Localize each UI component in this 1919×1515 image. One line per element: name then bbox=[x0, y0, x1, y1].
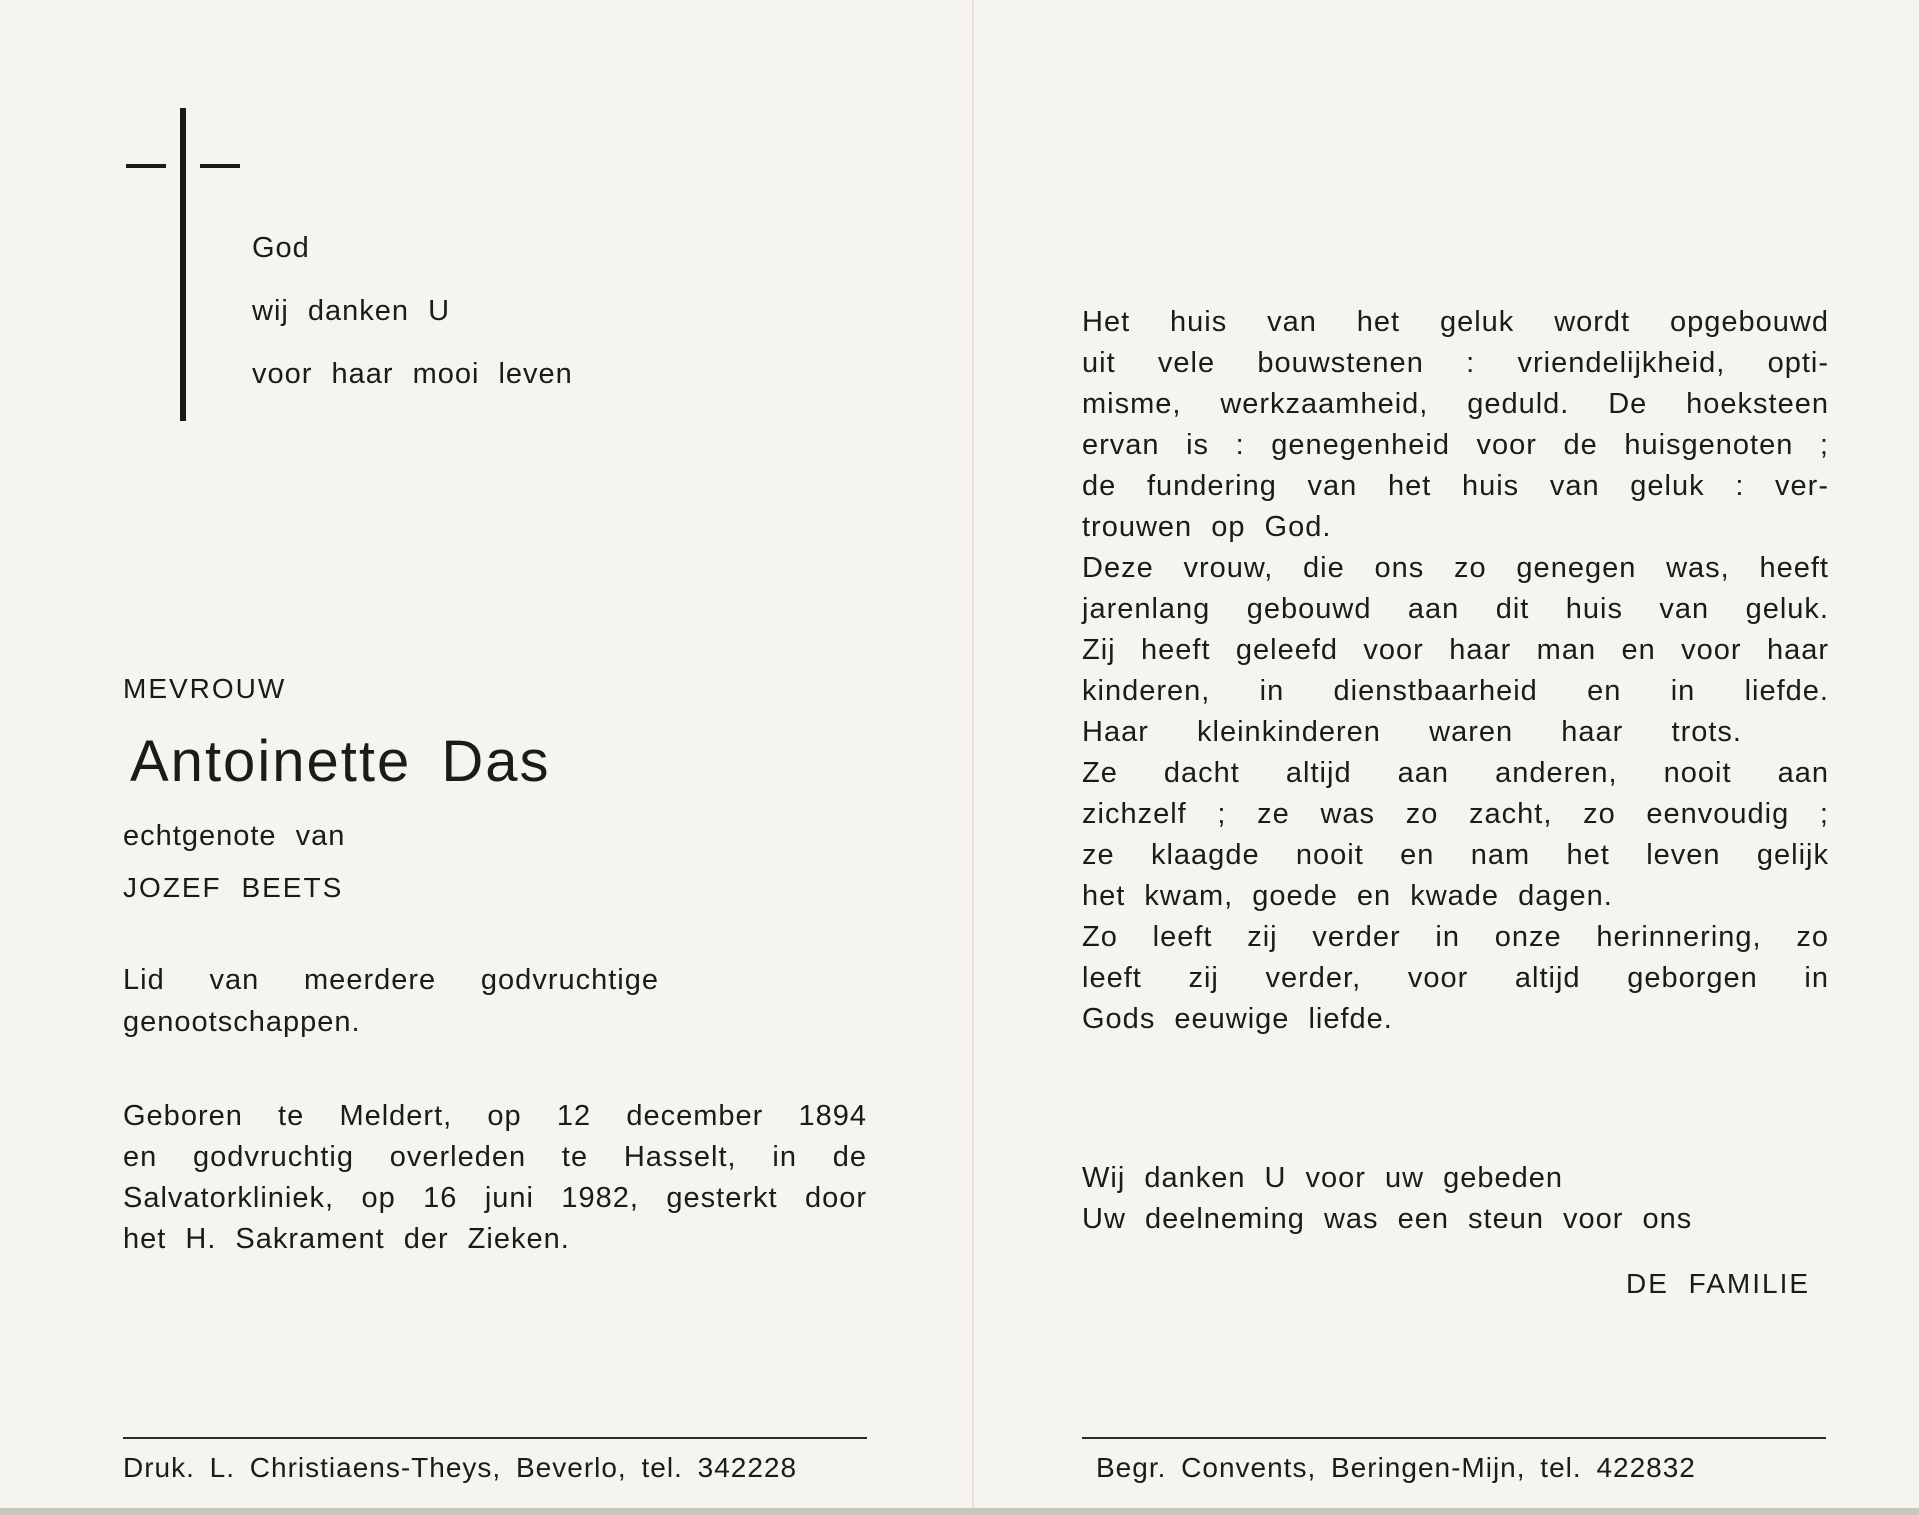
honorific: MEVROUW bbox=[123, 673, 287, 704]
undertaker-credit: Begr. Convents, Beringen-Mijn, tel. 422832 bbox=[1096, 1452, 1696, 1483]
deceased-name: Antoinette Das bbox=[130, 729, 551, 794]
prayer-line: voor haar mooi leven bbox=[252, 358, 573, 390]
text-line: Het huis van het geluk wordt opgebouwd bbox=[1082, 306, 1829, 338]
membership-line: genootschappen. bbox=[123, 1006, 361, 1038]
divider-line bbox=[123, 1437, 867, 1439]
text-line: het kwam, goede en kwade dagen. bbox=[1082, 880, 1613, 912]
text-line: Haar kleinkinderen waren haar trots. bbox=[1082, 716, 1742, 748]
text-line: kinderen, in dienstbaarheid en in liefde. bbox=[1082, 675, 1829, 707]
text-line: zichzelf ; ze was zo zacht, zo eenvoudig ; bbox=[1082, 798, 1829, 830]
text-line: misme, werkzaamheid, geduld. De hoeksteen bbox=[1082, 388, 1829, 420]
text-line: jarenlang gebouwd aan dit huis van geluk. bbox=[1082, 593, 1829, 625]
text-line: ze klaagde nooit en nam het leven gelijk bbox=[1082, 839, 1829, 871]
card-fold bbox=[972, 0, 974, 1515]
membership-line: Lid van meerdere godvruchtige bbox=[123, 964, 659, 996]
text-line: Gods eeuwige liefde. bbox=[1082, 1003, 1393, 1035]
text-line: Zij heeft geleefd voor haar man en voor haar bbox=[1082, 634, 1829, 666]
biography-line: het H. Sakrament der Zieken. bbox=[123, 1223, 570, 1255]
spouse-label: echtgenote van bbox=[123, 820, 346, 852]
biography-line: Salvatorkliniek, op 16 juni 1982, gesterkt door bbox=[123, 1182, 867, 1214]
spouse-name: JOZEF BEETS bbox=[123, 872, 344, 903]
text-line: Deze vrouw, die ons zo genegen was, heeft bbox=[1082, 552, 1829, 584]
text-line: uit vele bouwstenen : vriendelijkheid, opti- bbox=[1082, 347, 1829, 379]
card-edge bbox=[0, 1508, 1919, 1515]
family-signature: DE FAMILIE bbox=[1626, 1268, 1811, 1299]
text-line: ervan is : genegenheid voor de huisgenoten ; bbox=[1082, 429, 1829, 461]
text-line: de fundering van het huis van geluk : ver- bbox=[1082, 470, 1829, 502]
thanks-line: Uw deelneming was een steun voor ons bbox=[1082, 1203, 1693, 1235]
text-line: leeft zij verder, voor altijd geborgen in bbox=[1082, 962, 1829, 994]
thanks-line: Wij danken U voor uw gebeden bbox=[1082, 1162, 1564, 1194]
prayer-line: wij danken U bbox=[252, 295, 451, 327]
biography-line: Geboren te Meldert, op 12 december 1894 bbox=[123, 1100, 867, 1132]
text-line: Ze dacht altijd aan anderen, nooit aan bbox=[1082, 757, 1829, 789]
printer-credit: Druk. L. Christiaens-Theys, Beverlo, tel. 342228 bbox=[123, 1452, 798, 1483]
text-line: trouwen op God. bbox=[1082, 511, 1332, 543]
text-line: Zo leeft zij verder in onze herinnering, zo bbox=[1082, 921, 1829, 953]
prayer-line: God bbox=[252, 232, 310, 264]
divider-line bbox=[1082, 1437, 1826, 1439]
biography-line: en godvruchtig overleden te Hasselt, in de bbox=[123, 1141, 867, 1173]
